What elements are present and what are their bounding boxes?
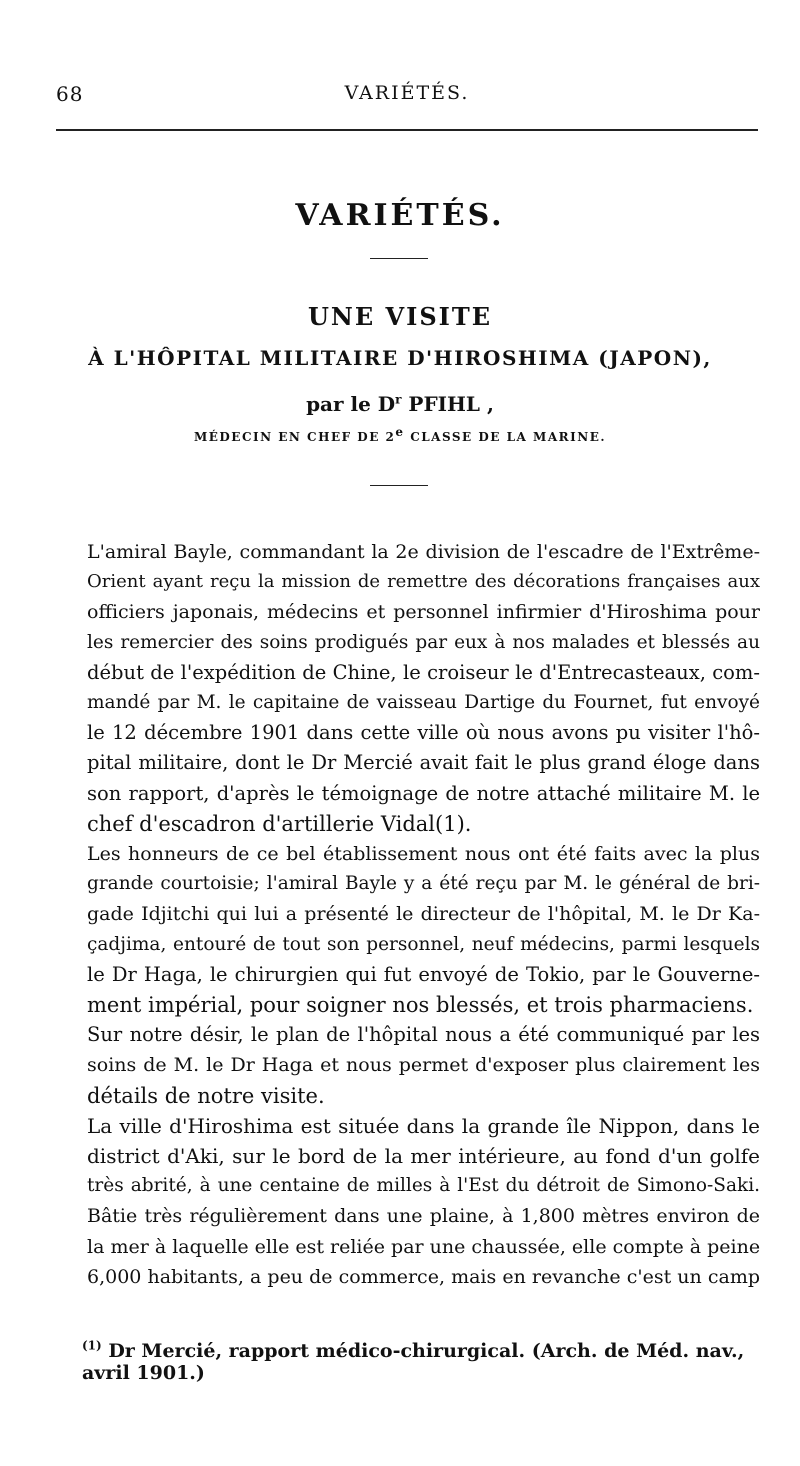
text-line: ment impérial, pour soigner nos blessés, et trois pharmaciens. (87, 993, 754, 1018)
affiliation (0, 425, 800, 444)
text-line: pital militaire, dont le Dr Mercié avait fait le plus grand éloge dans (87, 751, 760, 775)
divider-rule (370, 258, 428, 259)
byline-prefix: par le D (306, 392, 396, 416)
paragraph (56, 1111, 760, 1292)
text-line: gade Idjitchi qui lui a présenté le directeur de l'hôpital, M. le Dr Ka- (87, 903, 760, 926)
article-title-line-1: UNE VISITE (307, 302, 493, 331)
text-line: Orient ayant reçu la mission de remettre des décorations françaises aux (87, 571, 760, 593)
text-line: son rapport, d'après le témoignage de notre attaché militaire M. le (87, 781, 760, 805)
divider-rule (370, 485, 428, 486)
affiliation-prefix: MÉDECIN EN CHEF DE 2 (193, 430, 396, 444)
text-line: Sur notre désir, le plan de l'hôpital nous a été communiqué par les (87, 1023, 760, 1047)
running-title: VARIÉTÉS. (344, 82, 470, 104)
text-line: district d'Aki, sur le bord de la mer intérieure, au fond d'un golfe (87, 1144, 760, 1169)
header-rule (56, 129, 758, 131)
paragraph (56, 839, 760, 1020)
text-line: chef d'escadron d'artillerie Vidal(1). (87, 811, 472, 836)
text-line: officiers japonais, médecins et personnel infirmier d'Hiroshima pour (87, 601, 760, 624)
text-line: détails de notre visite. (87, 1083, 325, 1108)
text-line: L'amiral Bayle, commandant la 2e division de l'escadre de l'Extrême- (87, 541, 760, 563)
text-line: le Dr Haga, le chirurgien qui fut envoyé de Tokio, par le Gouverne- (87, 962, 760, 986)
text-line: çadjima, entouré de tout son personnel, neuf médecins, parmi lesquels (87, 933, 760, 955)
paragraph (56, 537, 760, 839)
text-line: mandé par M. le capitaine de vaisseau Dartige du Fournet, fut envoyé (87, 692, 760, 714)
text-line: 6,000 habitants, a peu de commerce, mais en revanche c'est un camp (87, 1265, 760, 1288)
page-number: 68 (56, 82, 84, 106)
text-line: Les honneurs de ce bel établissement nous ont été faits avec la plus (87, 843, 760, 866)
text-line: début de l'expédition de Chine, le croiseur le d'Entrecasteaux, com- (87, 660, 760, 684)
affiliation-sup: e (395, 425, 405, 439)
byline-author: PFIHL , (401, 392, 494, 416)
footnote-text: Dr Mercié, rapport médico-chirurgical. (Arch. de Méd. nav., avril 1901.) (82, 1340, 745, 1384)
footnote-marker: (1) (82, 1338, 102, 1353)
running-head (56, 82, 758, 112)
byline-sup: r (395, 392, 402, 407)
text-line: le 12 décembre 1901 dans cette ville où nous avons pu visiter l'hô- (87, 721, 760, 745)
byline (0, 392, 800, 416)
text-line: les remercier des soins prodigués par eux à nos malades et blessés au (87, 631, 760, 653)
text-line: La ville d'Hiroshima est située dans la grande île Nippon, dans le (87, 1113, 760, 1138)
text-line: la mer à laquelle elle est reliée par une chaussée, elle compte à peine (87, 1235, 761, 1258)
text-line: très abrité, à une centaine de milles à l'Est du détroit de Simono-Saki. (87, 1175, 760, 1197)
text-line: grande courtoisie; l'amiral Bayle y a été reçu par M. le général de bri- (87, 873, 760, 895)
paragraph (56, 1020, 760, 1111)
article-title-line-2: À L'HÔPITAL MILITAIRE D'HIROSHIMA (JAPON), (88, 346, 712, 370)
footnote (82, 1340, 762, 1384)
affiliation-suffix: CLASSE DE LA MARINE. (404, 430, 607, 444)
body-text (56, 537, 760, 1292)
section-title: VARIÉTÉS. (295, 198, 505, 233)
text-line: soins de M. le Dr Haga et nous permet d'exposer plus clairement les (87, 1054, 760, 1077)
text-line: Bâtie très régulièrement dans une plaine, à 1,800 mètres environ de (87, 1205, 760, 1228)
